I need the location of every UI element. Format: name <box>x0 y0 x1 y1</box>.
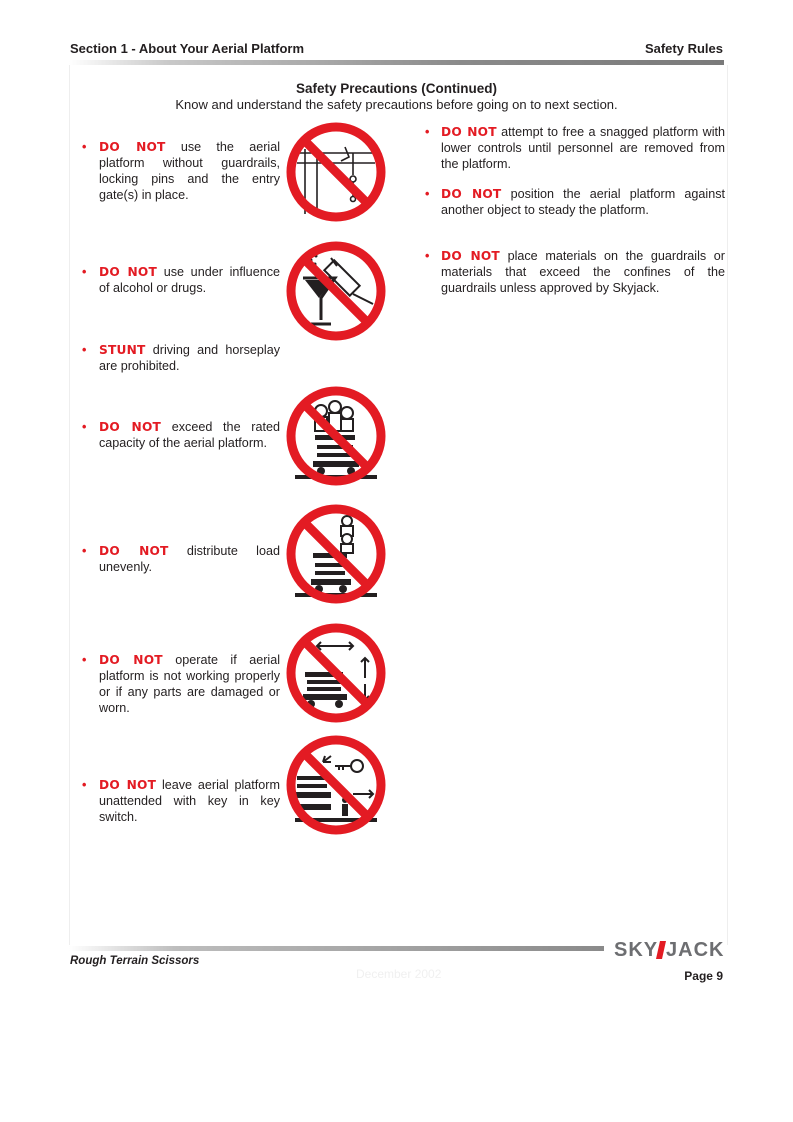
header-chapter-title: Safety Rules <box>644 41 723 56</box>
precaution-text: use the aerial platform without guardrails, locking pins and the entry gate(s) in place. <box>99 140 280 202</box>
bullet: • <box>425 125 430 139</box>
precaution-text: distribute load unevenly. <box>99 544 280 574</box>
no-damaged-operation-prohibition-icon <box>283 620 389 726</box>
page-number: Page 9 <box>684 969 723 983</box>
skyjack-logo <box>610 937 726 961</box>
no-uneven-load-prohibition-icon <box>283 501 389 607</box>
footer-watermark: December 2002 <box>356 967 442 981</box>
svg-text:SKY: SKY <box>614 939 659 961</box>
keyword: DO NOT <box>441 125 497 139</box>
precaution-text: driving and horseplay are prohibited. <box>99 343 280 373</box>
precaution-item-capacity <box>82 419 280 451</box>
bullet: • <box>82 265 87 279</box>
precaution-item-alcohol <box>82 264 280 296</box>
keyword: DO NOT <box>441 249 500 263</box>
precaution-text: operate if aerial platform is not working properly or if any parts are damaged or worn. <box>99 653 281 715</box>
no-key-unattended-prohibition-icon <box>283 732 389 838</box>
bullet: • <box>82 140 87 154</box>
keyword: STUNT <box>99 343 146 357</box>
keyword: DO NOT <box>99 140 166 154</box>
bullet: • <box>82 778 87 792</box>
precaution-text: use under influence of alcohol or drugs. <box>99 265 280 295</box>
page-title: Safety Precautions (Continued) <box>295 81 498 96</box>
keyword: DO NOT <box>99 778 157 792</box>
precaution-text: leave aerial platform unattended with key in key switch. <box>99 778 280 824</box>
precaution-text: position the aerial platform against another object to steady the platform. <box>441 187 725 217</box>
precaution-item-damaged <box>82 652 280 716</box>
precaution-item-steady <box>425 186 725 218</box>
no-guardrails-prohibition-icon <box>283 119 389 225</box>
precaution-text: attempt to free a snagged platform with lower controls until personnel are removed from the platform. <box>441 125 725 171</box>
precaution-item-uneven-load <box>82 543 280 575</box>
bullet: • <box>425 249 430 263</box>
precaution-text: exceed the rated capacity of the aerial platform. <box>99 420 280 450</box>
bullet: • <box>82 544 87 558</box>
bullet: • <box>425 187 430 201</box>
precaution-item-materials <box>425 248 725 296</box>
precaution-text: place materials on the guardrails or materials that exceed the confines of the guardrails unless approved by Skyjack. <box>441 249 725 295</box>
precaution-item-key <box>82 777 280 825</box>
footer-product-name: Rough Terrain Scissors <box>70 955 200 967</box>
precaution-item-stunt <box>82 342 280 374</box>
bullet: • <box>82 420 87 434</box>
bullet: • <box>82 653 87 667</box>
page-subtitle: Know and understand the safety precautions before going on to next section. <box>175 97 618 112</box>
bullet: • <box>82 343 87 357</box>
svg-text:JACK: JACK <box>666 939 725 961</box>
footer-rule <box>69 946 604 951</box>
keyword: DO NOT <box>441 187 502 201</box>
keyword: DO NOT <box>99 265 157 279</box>
keyword: DO NOT <box>99 653 163 667</box>
precaution-item-snagged <box>425 124 725 172</box>
no-alcohol-drugs-prohibition-icon <box>283 238 389 344</box>
header-section-title: Section 1 - About Your Aerial Platform <box>70 41 305 56</box>
precaution-item-guardrails <box>82 139 280 203</box>
keyword: DO NOT <box>99 420 162 434</box>
no-overload-prohibition-icon <box>283 383 389 489</box>
keyword: DO NOT <box>99 544 169 558</box>
